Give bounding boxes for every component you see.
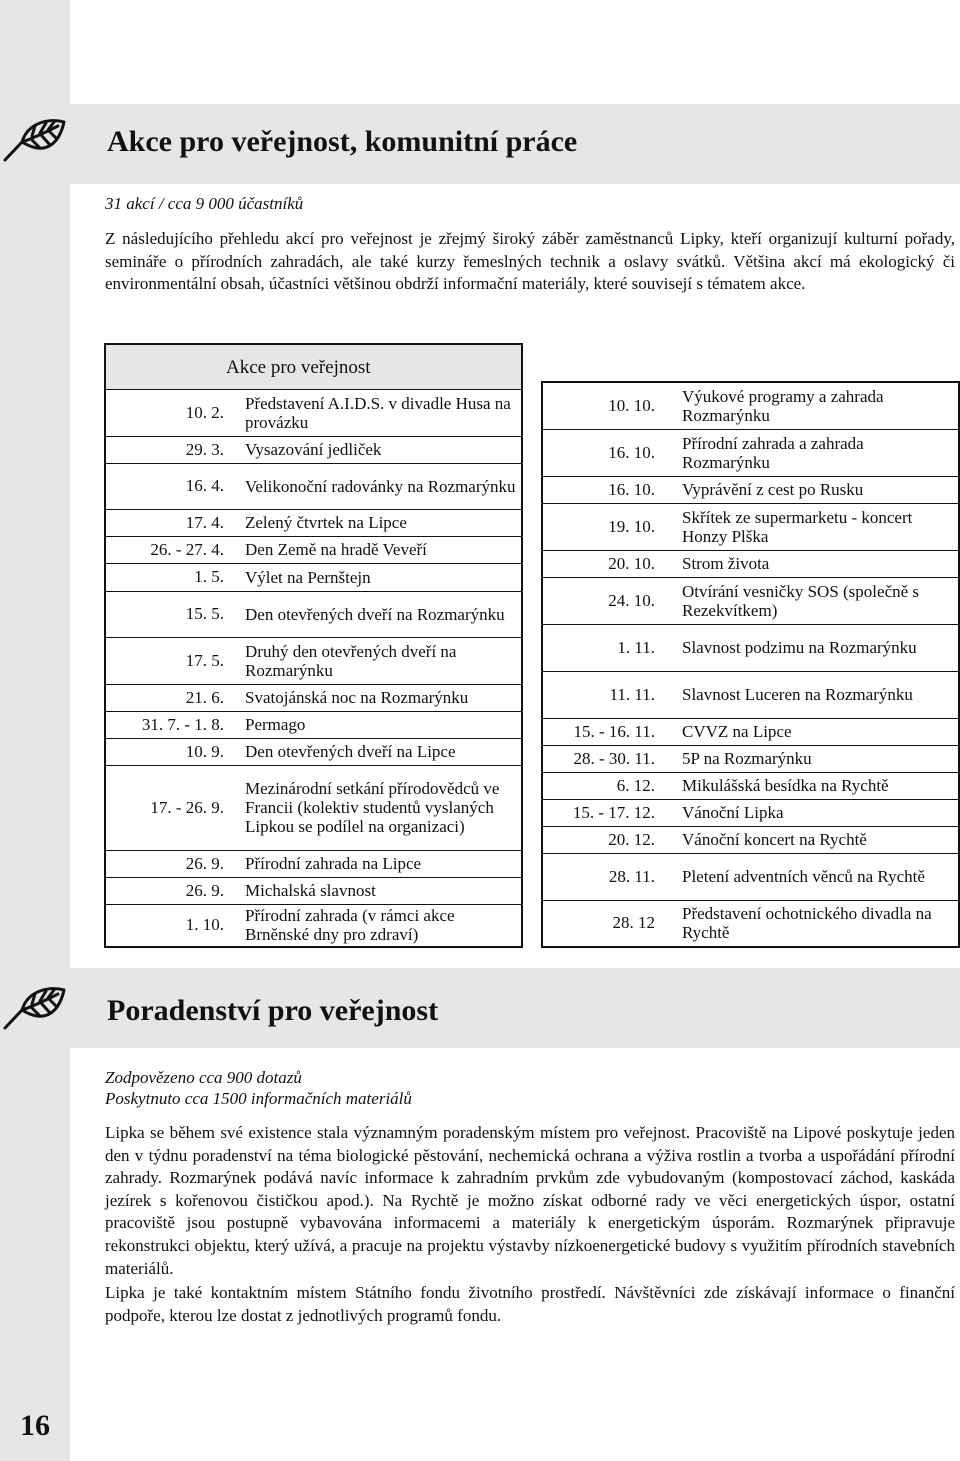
event-date: 28. 11. bbox=[608, 866, 655, 886]
event-date: 28. - 30. 11. bbox=[573, 748, 655, 768]
event-name: Přírodní zahrada na Lipce bbox=[245, 854, 422, 873]
event-date: 1. 5. bbox=[194, 567, 224, 586]
event-date: 24. 10. bbox=[608, 590, 655, 610]
event-name: Michalská slavnost bbox=[245, 881, 376, 900]
events-table-title: Akce pro veřejnost bbox=[226, 357, 371, 378]
event-date: 26. - 27. 4. bbox=[150, 539, 224, 559]
event-row bbox=[543, 503, 958, 551]
event-name: Den otevřených dveří na Lipce bbox=[245, 742, 456, 761]
event-name: Slavnost podzimu na Rozmarýnku bbox=[682, 638, 917, 657]
event-row bbox=[543, 718, 958, 746]
event-row bbox=[106, 684, 521, 712]
event-name: Svatojánská noc na Rozmarýnku bbox=[245, 688, 469, 707]
event-row bbox=[543, 826, 958, 854]
event-row bbox=[543, 772, 958, 800]
page-number: 16 bbox=[20, 1409, 50, 1442]
event-name: Představení ochotnického divadla na Rychtě bbox=[682, 904, 932, 942]
event-row bbox=[106, 877, 521, 905]
event-row bbox=[106, 536, 521, 564]
event-date: 20. 12. bbox=[608, 829, 655, 849]
event-date: 20. 10. bbox=[608, 553, 655, 573]
event-row bbox=[106, 711, 521, 739]
leaf-icon bbox=[2, 114, 68, 166]
events-table-header bbox=[106, 345, 521, 390]
event-row bbox=[106, 765, 521, 851]
event-name: Den otevřených dveří na Rozmarýnku bbox=[245, 604, 505, 624]
event-date: 26. 9. bbox=[185, 880, 224, 900]
event-date: 17. 5. bbox=[185, 650, 224, 670]
section-paragraph: Lipka je také kontaktním místem Státního fondu životního prostředí. Návštěvníci zde získávají informace o finanční podpoře, kterou lze dostat z jednotlivých programů fondu. bbox=[105, 1283, 955, 1325]
event-name: Strom života bbox=[682, 554, 770, 573]
event-row bbox=[106, 563, 521, 592]
event-name: Pletení adventních věnců na Rychtě bbox=[682, 867, 925, 886]
section-title: Akce pro veřejnost, komunitní práce bbox=[107, 125, 578, 158]
events-table-right bbox=[541, 381, 960, 948]
event-name: Vysazování jedliček bbox=[245, 440, 382, 459]
event-row bbox=[106, 509, 521, 537]
event-row bbox=[106, 463, 521, 510]
event-date: 31. 7. - 1. 8. bbox=[141, 714, 224, 734]
event-name: Zelený čtvrtek na Lipce bbox=[245, 513, 407, 532]
section-summary: 31 akcí / cca 9 000 účastníků bbox=[105, 194, 304, 213]
event-name: Vánoční koncert na Rychtě bbox=[682, 830, 867, 849]
event-date: 15. 5. bbox=[185, 604, 224, 623]
event-row bbox=[106, 904, 521, 946]
event-date: 11. 11. bbox=[609, 684, 655, 704]
event-date: 16. 10. bbox=[608, 479, 655, 499]
leaf-icon bbox=[2, 982, 68, 1034]
page-sidebar bbox=[0, 0, 70, 1461]
event-date: 19. 10. bbox=[608, 516, 655, 536]
event-row bbox=[543, 577, 958, 625]
event-name: Představení A.I.D.S. v divadle Husa na provázku bbox=[245, 394, 511, 432]
event-name: Vyprávění z cest po Rusku bbox=[682, 480, 864, 499]
event-date: 16. 10. bbox=[608, 442, 655, 462]
event-date: 17. 4. bbox=[185, 512, 224, 532]
event-row bbox=[543, 853, 958, 901]
event-row bbox=[543, 671, 958, 719]
section-paragraph: Z následujícího přehledu akcí pro veřejnost je zřejmý široký záběr zaměstnanců Lipky, kteří organizují kulturní pořady, semináře o přírodních zahradách, ale také kurzy řemeslných technik a oslavy svátků. Většina akcí má ekologický či environmentální obsah, účastníci většinou obdrží informační materiály, které souvisejí s tématem akce. bbox=[105, 229, 955, 294]
event-name: Přírodní zahrada a zahrada Rozmarýnku bbox=[682, 433, 864, 472]
event-row bbox=[106, 390, 521, 437]
event-name: Vánoční Lipka bbox=[682, 803, 784, 822]
event-date: 16. 4. bbox=[185, 476, 224, 495]
section-paragraph: Lipka se během své existence stala významným poradenským místem pro veřejnost. Pracoviště na Lipové poskytuje jeden den v týdnu poradenství na téma biologické pěstování, nechemická ochrana a výživa rostlin a tvorba a uspořádání přírodní zahrady. Rozmarýnek podává navíc informace k zahradním prvkům zde vybudovaným (kompostovací záchod, kaskáda jezírek s kořenovou čističkou apod.). Na Rychtě je možno získat odborné rady ve věci energetických úspor, ostatní pracoviště jsou postupně vybavována informacemi a materiály k energetickým úsporám. Rozmarýnek připravuje rekonstrukci objektu, který užívá, a pracuje na projektu výstavby nízkoenergetické budovy s využitím přírodních stavebních materiálů. bbox=[105, 1123, 955, 1278]
event-date: 10. 10. bbox=[608, 396, 655, 415]
event-date: 1. 10. bbox=[185, 915, 224, 934]
event-row bbox=[543, 799, 958, 827]
event-name: Otvírání vesničky SOS (společně s Rezekvítkem) bbox=[682, 581, 920, 620]
event-row bbox=[543, 900, 958, 946]
event-row bbox=[543, 476, 958, 504]
event-row bbox=[543, 383, 958, 430]
event-name: Mezinárodní setkání přírodovědců ve Francii (kolektiv studentů vyslaných Lipkou se podílel na organizaci) bbox=[245, 779, 500, 836]
section-summary-line: Zodpovězeno cca 900 dotazů bbox=[105, 1068, 302, 1087]
event-row bbox=[543, 550, 958, 578]
event-name: Mikulášská besídka na Rychtě bbox=[682, 776, 889, 795]
event-name: Den Země na hradě Veveří bbox=[245, 540, 427, 559]
event-name: Výlet na Pernštejn bbox=[245, 567, 371, 587]
event-date: 29. 3. bbox=[185, 439, 224, 459]
event-row bbox=[106, 738, 521, 766]
event-row bbox=[106, 850, 521, 878]
section-summary-line: Poskytnuto cca 1500 informačních materiálů bbox=[105, 1089, 412, 1108]
event-date: 28. 12 bbox=[612, 913, 655, 932]
event-row bbox=[543, 745, 958, 773]
event-date: 15. - 17. 12. bbox=[572, 802, 655, 822]
event-date: 17. - 26. 9. bbox=[150, 797, 224, 817]
section-title: Poradenství pro veřejnost bbox=[107, 994, 439, 1027]
event-date: 10. 2. bbox=[185, 403, 224, 422]
event-date: 26. 9. bbox=[185, 853, 224, 873]
event-name: Slavnost Luceren na Rozmarýnku bbox=[682, 685, 913, 704]
events-table-left bbox=[104, 343, 523, 948]
event-date: 1. 11. bbox=[617, 637, 655, 657]
event-name: Přírodní zahrada (v rámci akce Brněnské dny pro zdraví) bbox=[245, 906, 455, 944]
event-date: 10. 9. bbox=[185, 741, 224, 761]
event-name: Výukové programy a zahrada Rozmarýnku bbox=[682, 387, 884, 425]
event-date: 6. 12. bbox=[616, 775, 655, 795]
event-row bbox=[106, 637, 521, 685]
event-row bbox=[106, 591, 521, 638]
event-row bbox=[543, 624, 958, 672]
event-date: 21. 6. bbox=[185, 687, 224, 707]
event-name: CVVZ na Lipce bbox=[682, 722, 792, 741]
event-name: Druhý den otevřených dveří na Rozmarýnku bbox=[245, 641, 457, 680]
event-name: Permago bbox=[245, 715, 306, 734]
event-row bbox=[106, 436, 521, 464]
event-name: Velikonoční radovánky na Rozmarýnku bbox=[245, 476, 516, 496]
event-name: Skřítek ze supermarketu - koncert Honzy Plška bbox=[682, 507, 913, 546]
event-name: 5P na Rozmarýnku bbox=[682, 749, 812, 768]
event-date: 15. - 16. 11. bbox=[573, 721, 655, 741]
event-row bbox=[543, 429, 958, 477]
